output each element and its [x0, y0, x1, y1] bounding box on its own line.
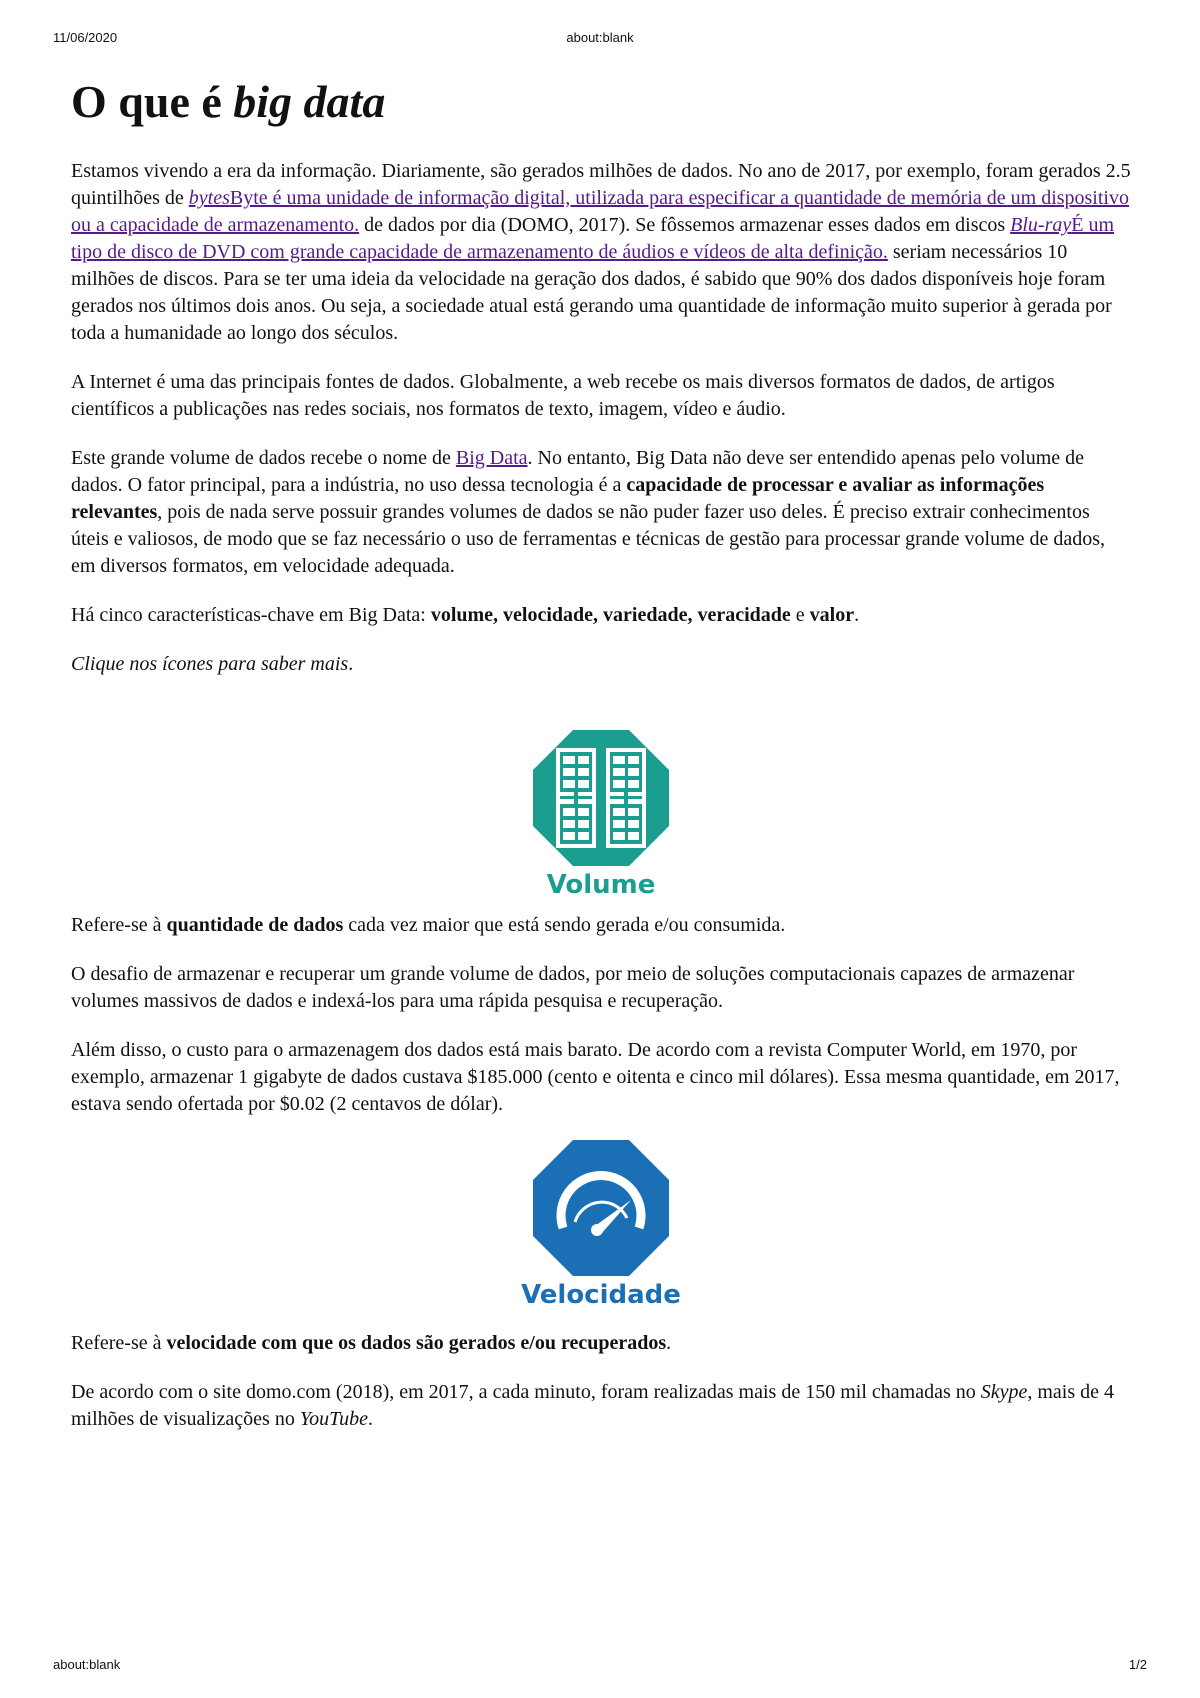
volume-servers-icon[interactable] — [533, 730, 669, 866]
page-title: O que é big data — [71, 76, 386, 127]
speedometer-icon[interactable] — [533, 1140, 669, 1276]
click-icons-hint: Clique nos ícones para saber mais. — [71, 653, 354, 675]
volume-challenge-paragraph: O desafio de armazenar e recuperar um grande volume de dados, por meio de soluções computacionais capazes de armazenar volumes massivos de dados e indexá-los para uma rápida pesquisa e recuperação. — [71, 963, 1075, 1012]
print-title: about:blank — [566, 30, 634, 45]
volume-definition: Refere-se à quantidade de dados cada vez maior que está sendo gerada e/ou consumida. — [71, 914, 786, 936]
print-header — [53, 30, 1147, 50]
big-data-link[interactable]: Big Data — [455, 447, 528, 469]
print-footer — [53, 1657, 1147, 1677]
footer-url: about:blank — [53, 1657, 121, 1672]
velocidade-label[interactable]: Velocidade — [521, 1280, 681, 1310]
internet-paragraph: A Internet é uma das principais fontes de dados. Globalmente, a web recebe os mais diversos formatos de dados, de artigos científicos a publicações nas redes sociais, nos formatos de texto, imagem, vídeo e áudio. — [71, 371, 1055, 420]
velocidade-definition: Refere-se à velocidade com que os dados são gerados e/ou recuperados. — [71, 1332, 672, 1354]
velocidade-stats-paragraph: De acordo com o site domo.com (2018), em 2017, a cada minuto, foram realizadas mais de 150 mil chamadas no Skype, mais de 4 milhões de visualizações no YouTube. — [71, 1381, 1115, 1430]
characteristics-paragraph: Há cinco características-chave em Big Data: volume, velocidade, variedade, veracidade e valor. — [71, 604, 860, 626]
blu-ray-glossary-link[interactable]: Blu-rayÉ um tipo de disco de DVD com grande capacidade de armazenamento de áudios e vídeos de alta definição. — [71, 214, 1115, 263]
volume-icon-block[interactable] — [71, 730, 1131, 902]
page-number: 1/2 — [1128, 1657, 1147, 1672]
volume-label[interactable]: Volume — [546, 870, 656, 900]
velocidade-icon-block[interactable] — [71, 1140, 1131, 1312]
volume-cost-paragraph: Além disso, o custo para o armazenagem dos dados está mais barato. De acordo com a revista Computer World, em 1970, por exemplo, armazenar 1 gigabyte de dados custava $185.000 (cento e oitenta e cinco mil dólares). Essa mesma quantidade, em 2017, estava sendo ofertada por $0.02 (2 centavos de dólar). — [71, 1039, 1120, 1115]
bytes-glossary-link[interactable]: bytesByte é uma unidade de informação digital, utilizada para especificar a quantidade de memória de um dispositivo ou a capacidade de armazenamento. — [71, 187, 1129, 236]
print-date: 11/06/2020 — [53, 30, 118, 45]
article — [71, 72, 1131, 1455]
intro-paragraph: Estamos vivendo a era da informação. Diariamente, são gerados milhões de dados. No ano de 2017, por exemplo, foram gerados 2.5 quintilhões de bytesByte é uma unidade de informação digital, utilizada para especificar a quantidade de memória de um dispositivo ou a capacidade de armazenamento. de dados por dia (DOMO, 2017). Se fôssemos armazenar esses dados em discos Blu-rayÉ um tipo de disco de DVD com grande capacidade de armazenamento de áudios e vídeos de alta definição. seriam necessários 10 milhões de discos. Para se ter uma ideia da velocidade na geração dos dados, é sabido que 90% dos dados disponíveis hoje foram gerados nos últimos dois anos. Ou seja, a sociedade atual está gerando uma quantidade de informação muito superior à gerada por toda a humanidade ao longo dos séculos. — [71, 160, 1131, 344]
big-data-paragraph: Este grande volume de dados recebe o nome de Big Data. No entanto, Big Data não deve ser entendido apenas pelo volume de dados. O fator principal, para a indústria, no uso dessa tecnologia é a capacidade de processar e avaliar as informações relevantes, pois de nada serve possuir grandes volumes de dados se não puder fazer uso deles. É preciso extrair conhecimentos úteis e valiosos, de modo que se faz necessário o uso de ferramentas e técnicas de gestão para processar grande volume de dados, em diversos formatos, em velocidade adequada. — [71, 447, 1106, 577]
